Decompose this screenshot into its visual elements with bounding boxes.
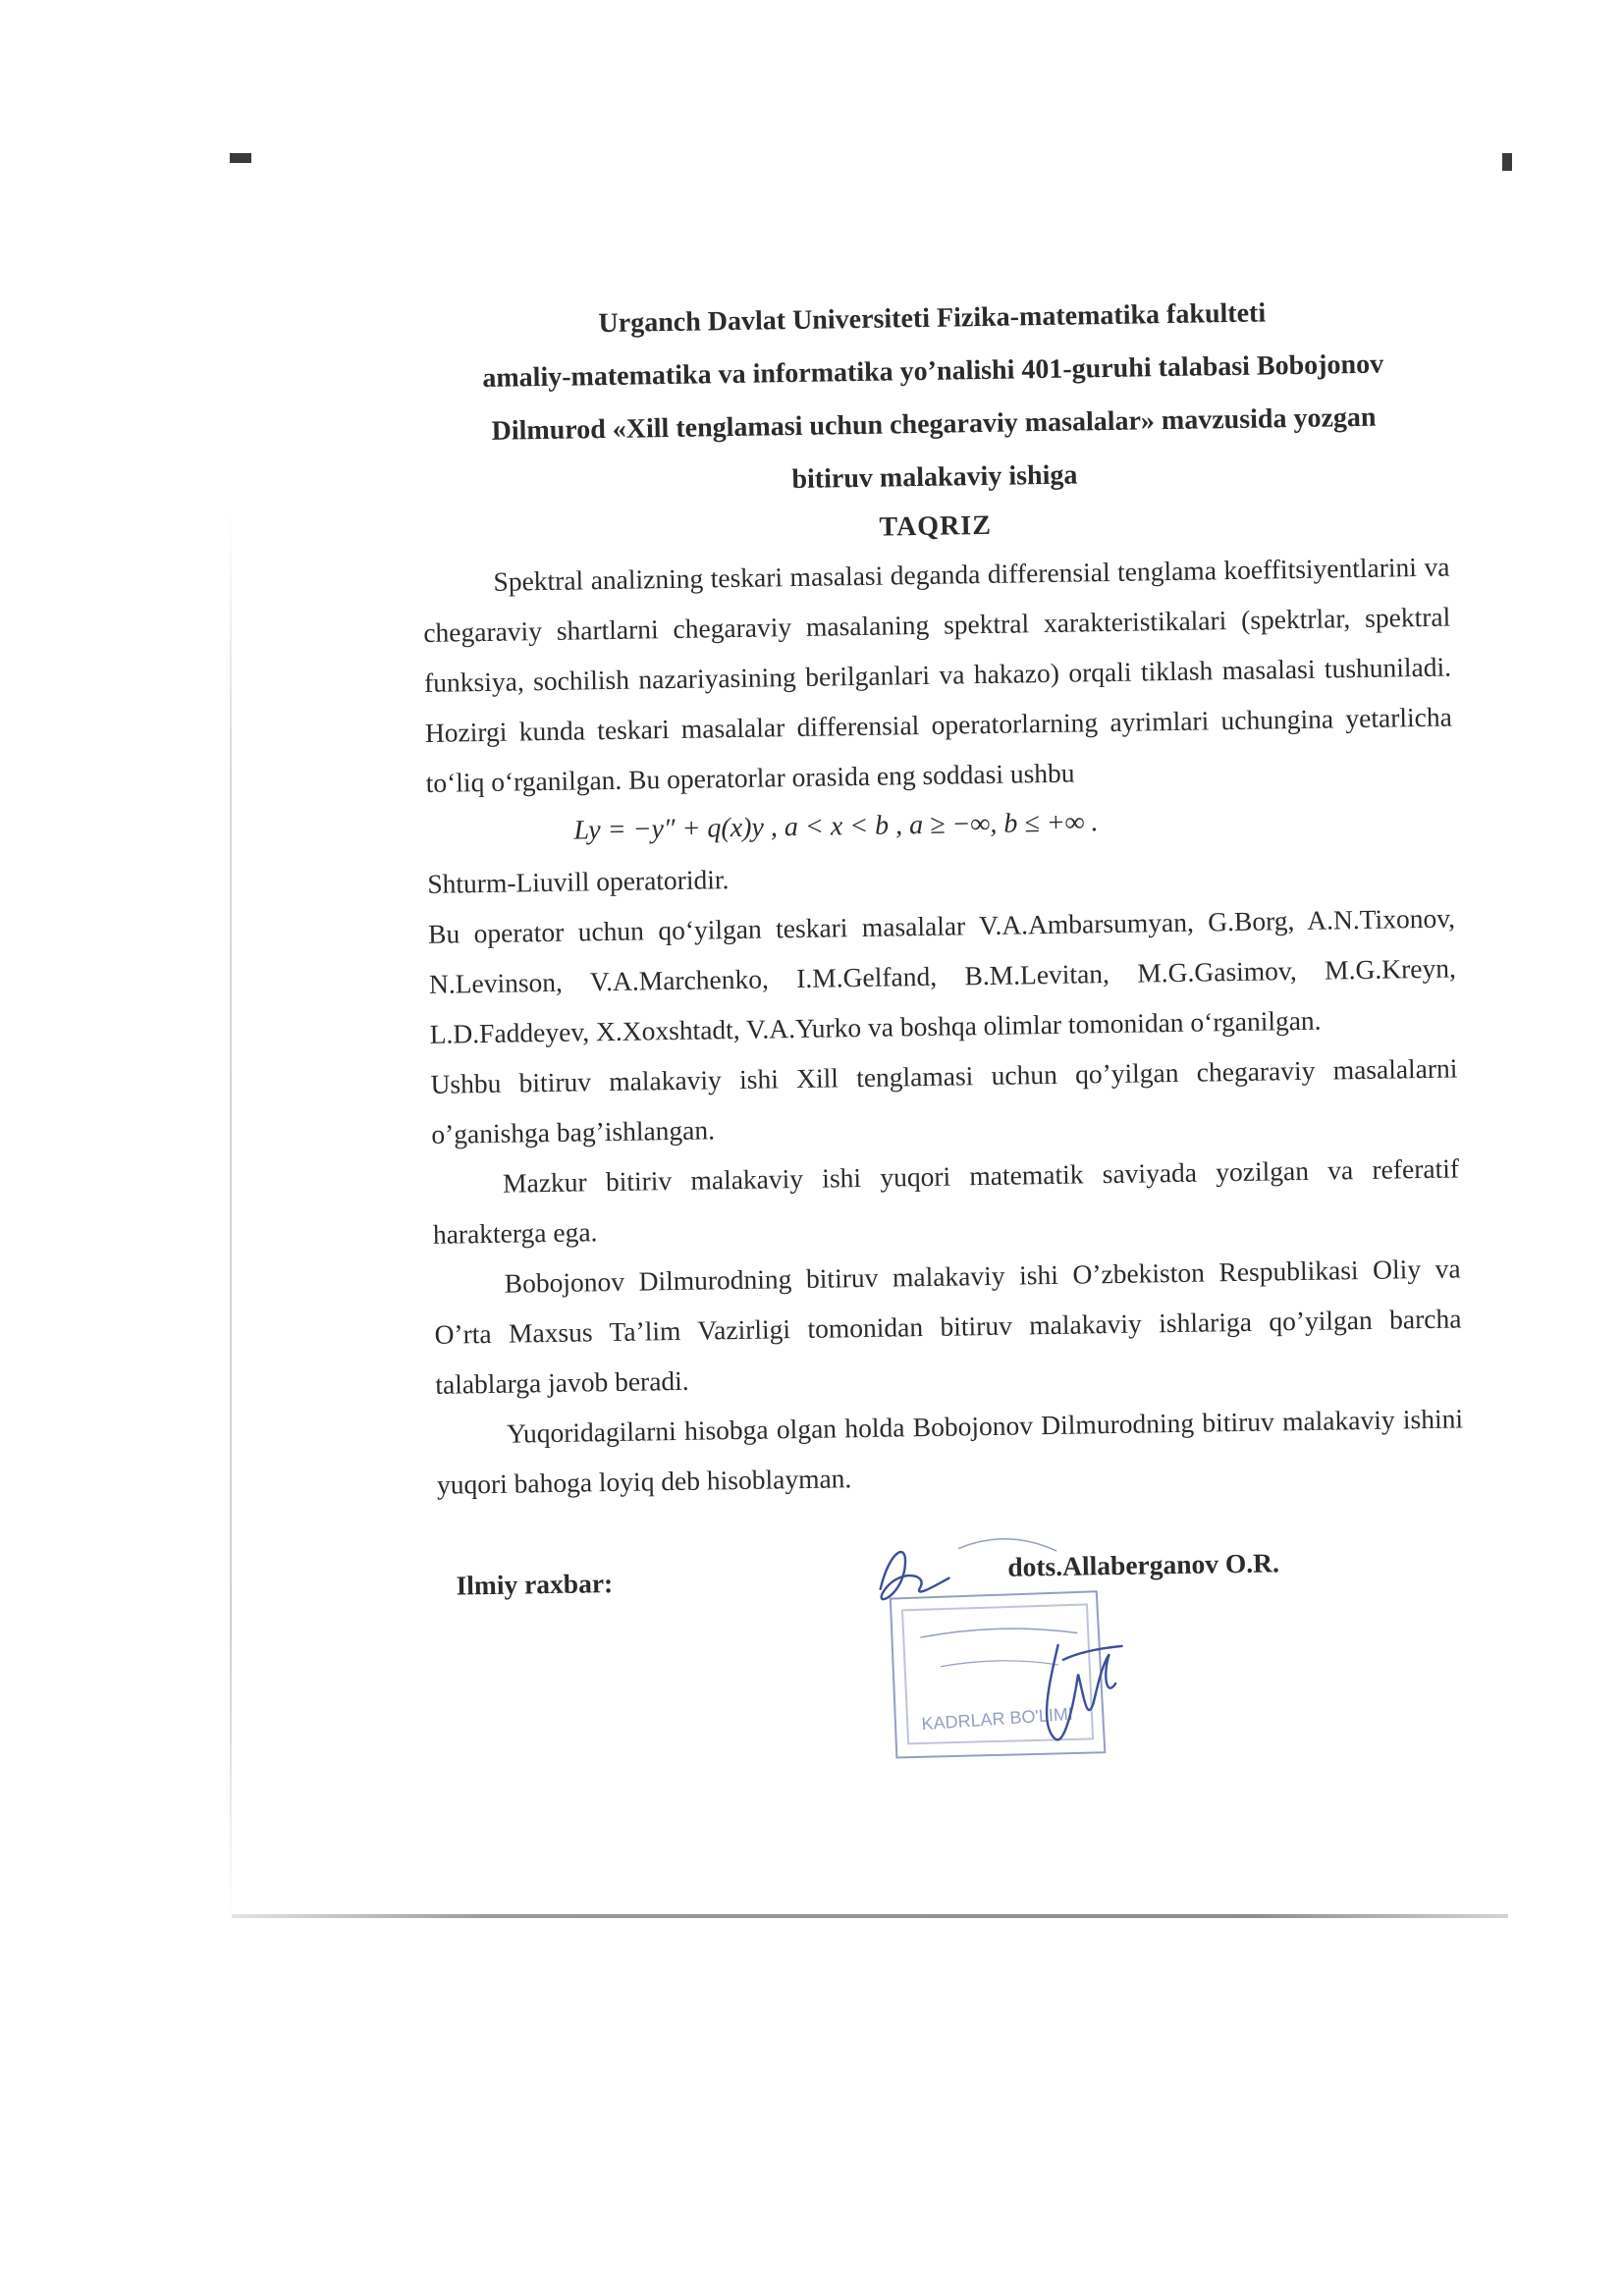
title-line-4: bitiruv malakaviy ishiga: [791, 459, 1078, 496]
page-edge-bottom: [232, 1914, 1508, 1918]
formula: Ly = −y″ + q(x)y , a < x < b , a ≥ −∞, b ≤ +∞ .: [573, 807, 1099, 846]
signature-name: dots.Allaberganov O.R.: [1007, 1547, 1280, 1582]
scan-mark-right: [1502, 153, 1512, 171]
page-edge-left: [230, 510, 232, 1924]
document-title: [418, 285, 1448, 512]
document-heading: TAQRIZ: [879, 509, 993, 543]
paragraph-1: Spektral analizning teskari masalasi deganda differensial tenglama koeffitsiyentlarini va chegaraviy shartlarni chegaraviy masalaning spektral xarakteristikalari (spektrlar, spektral funksiya, sochilish nazariyasining berilganlari va hakazo) orqali tiklash masalasi tushuniladi. Hozirgi kunda teskari masalalar differensial operatorlarning ayrimlari uchungina yetarlicha to‘liq o‘rganilgan. Bu operatorlar orasida eng soddasi ushbu: [423, 551, 1453, 798]
title-line-1: Urganch Davlat Universiteti Fizika-matematika fakulteti: [598, 297, 1267, 340]
paragraph-2: Shturm-Liuvill operatoridir.: [427, 864, 730, 899]
document-body: [422, 542, 1464, 1510]
signature-role: Ilmiy raxbar:: [456, 1568, 614, 1601]
paragraph-3: Bu operator uchun qo‘yilgan teskari masalalar V.A.Ambarsumyan, G.Borg, A.N.Tixonov, N.Levinson, V.A.Marchenko, I.M.Gelfand, B.M.Levitan, M.G.Gasimov, M.G.Kreyn, L.D.Faddeyev, X.Xoxshtadt, V.A.Yurko va boshqa olimlar tomonidan o‘rganilgan.: [427, 902, 1457, 1049]
title-line-3: Dilmurod «Xill tenglamasi uchun chegaraviy masalalar» mavzusida yozgan: [491, 401, 1377, 447]
scan-mark-left: [230, 153, 251, 163]
paragraph-4: Ushbu bitiruv malakaviy ishi Xill tenglamasi uchun qo’yilgan chegaraviy masalalarni o’ganishga bag’ishlangan.: [430, 1052, 1458, 1149]
title-line-2: amaliy-matematika va informatika yo’nalishi 401-guruhi talabasi Bobojonov: [482, 348, 1384, 394]
paragraph-5: Mazkur bitiriv malakaviy ishi yuqori matematik saviyada yozilgan va referatif harakterga ega.: [432, 1152, 1460, 1250]
paragraph-6: Bobojonov Dilmurodning bitiruv malakaviy ishi O’zbekiston Respublikasi Oliy va O’rta Maxsus Ta’lim Vazirligi tomonidan bitiruv malakaviy ishlariga qo’yilgan barcha talablarga javob beradi.: [434, 1253, 1462, 1400]
paragraph-7: Yuqoridagilarni hisobga olgan holda Bobojonov Dilmurodning bitiruv malakaviy ishini yuqori bahoga loyiq deb hisoblayman.: [436, 1403, 1464, 1500]
review-document: [418, 285, 1467, 1735]
stamp-text: KADRLAR BO'LIMI: [920, 1703, 1074, 1735]
signature-block: [438, 1530, 1467, 1735]
